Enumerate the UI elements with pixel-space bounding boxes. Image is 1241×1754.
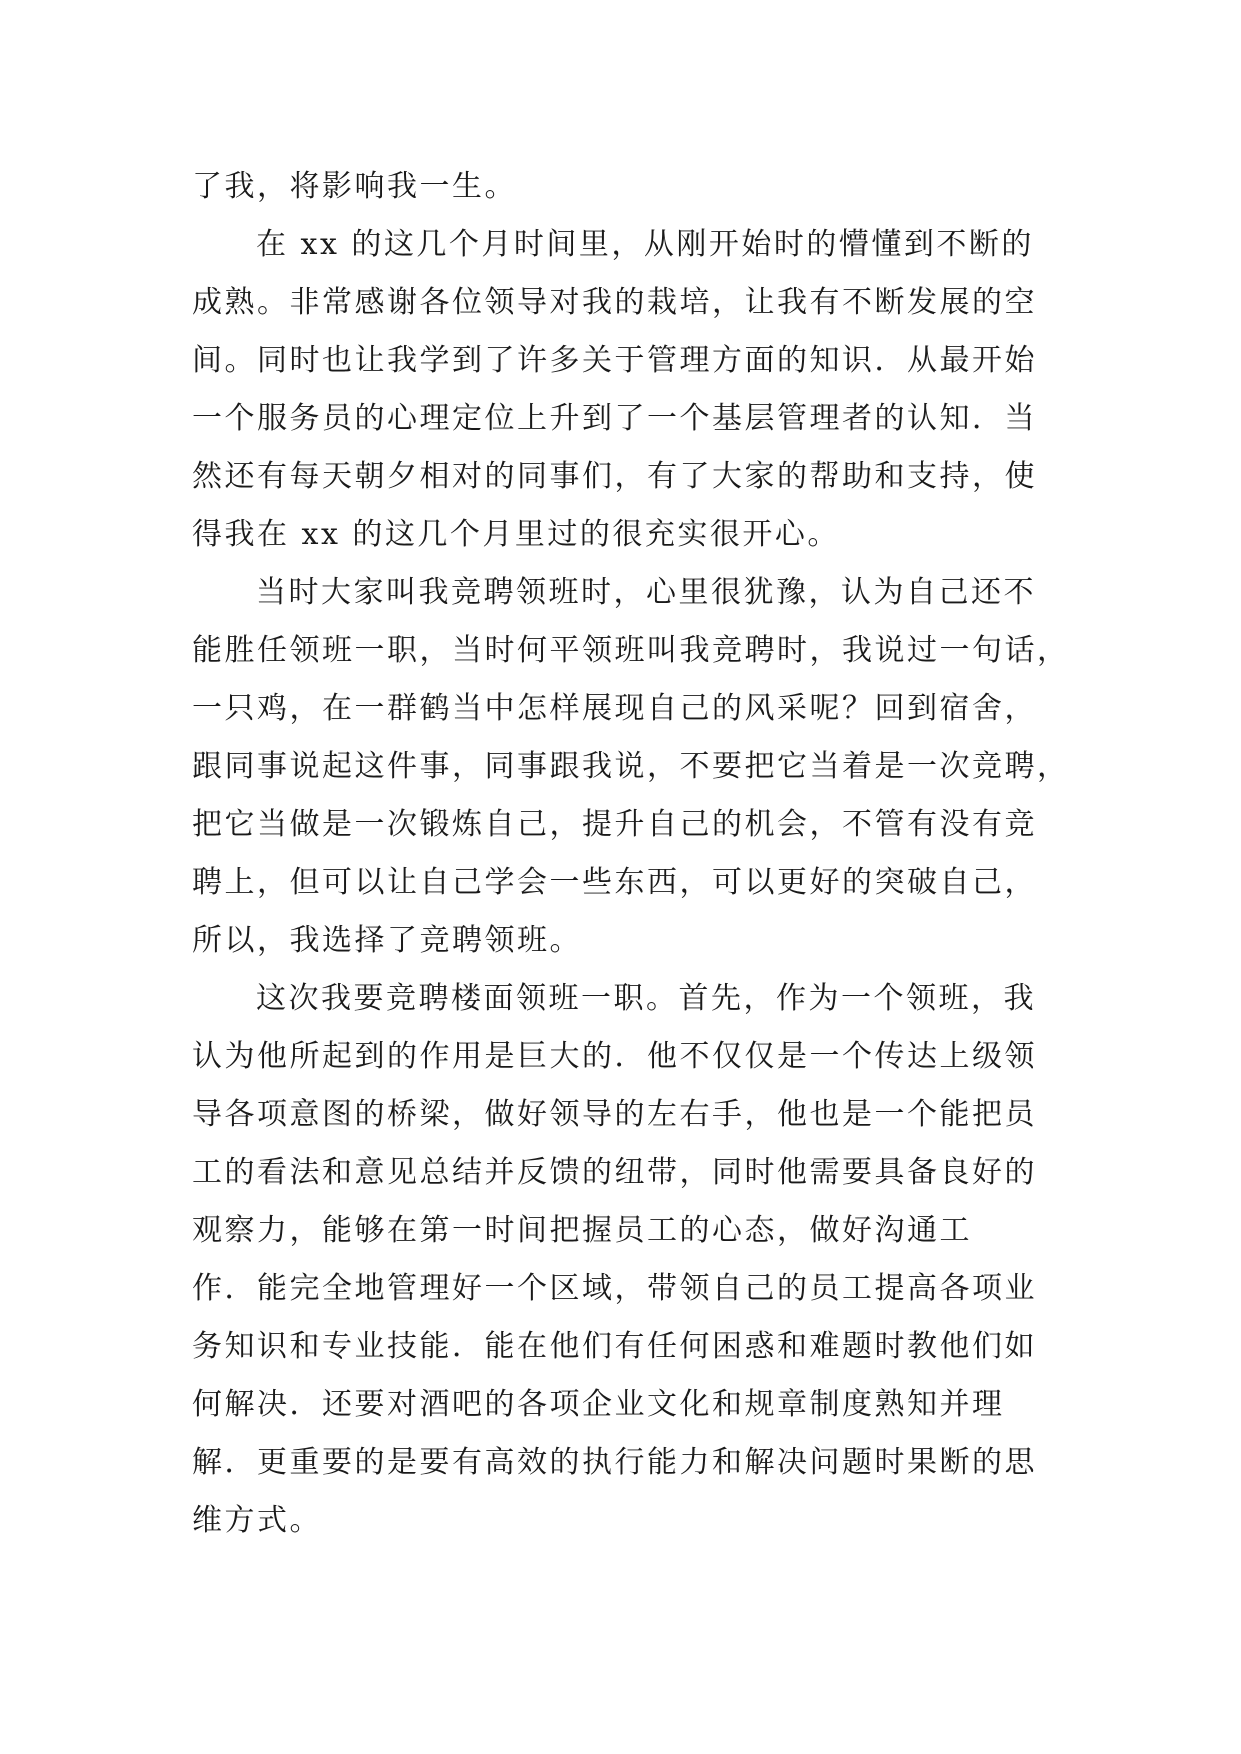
text-line: 把它当做是一次锻炼自己，提升自己的机会，不管有没有竞 [192,807,1037,842]
text-line: 认为他所起到的作用是巨大的．他不仅仅是一个传达上级领 [192,1039,1037,1074]
text-line: 务知识和专业技能．能在他们有任何困惑和难题时教他们如 [192,1329,1037,1364]
text-line: 一只鸡，在一群鹤当中怎样展现自己的风采呢？回到宿舍， [192,691,1037,726]
text-line: 了我，将影响我一生。 [192,169,517,204]
text-line: 所以，我选择了竞聘领班。 [192,923,582,958]
text-line: 聘上，但可以让自己学会一些东西，可以更好的突破自己， [192,865,1037,900]
text-line: 解．更重要的是要有高效的执行能力和解决问题时果断的思 [192,1445,1037,1480]
text-line: 一个服务员的心理定位上升到了一个基层管理者的认知．当 [192,401,1037,436]
text-line: 这次我要竞聘楼面领班一职。首先，作为一个领班，我 [256,981,1036,1016]
text-line: 观察力，能够在第一时间把握员工的心态，做好沟通工 [192,1213,972,1248]
text-line: 间。同时也让我学到了许多关于管理方面的知识．从最开始 [192,343,1037,378]
text-line: 成熟。非常感谢各位领导对我的栽培，让我有不断发展的空 [192,285,1037,320]
text-line: 作．能完全地管理好一个区域，带领自己的员工提高各项业 [192,1271,1037,1306]
text-line: 工的看法和意见总结并反馈的纽带，同时他需要具备良好的 [192,1155,1037,1190]
text-line: 跟同事说起这件事，同事跟我说，不要把它当着是一次竞聘， [192,749,1070,784]
text-line: 何解决．还要对酒吧的各项企业文化和规章制度熟知并理 [192,1387,1005,1422]
text-line: 维方式。 [192,1503,322,1538]
text-line: 导各项意图的桥梁，做好领导的左右手，他也是一个能把员 [192,1097,1037,1132]
text-line: 在 xx 的这几个月时间里，从刚开始时的懵懂到不断的 [256,227,1034,262]
text-line: 得我在 xx 的这几个月里过的很充实很开心。 [192,517,840,552]
text-line: 能胜任领班一职，当时何平领班叫我竞聘时，我说过一句话， [192,633,1070,668]
text-line: 当时大家叫我竞聘领班时，心里很犹豫，认为自己还不 [256,575,1036,610]
text-line: 然还有每天朝夕相对的同事们，有了大家的帮助和支持，使 [192,459,1037,494]
document-body [192,158,1070,1550]
